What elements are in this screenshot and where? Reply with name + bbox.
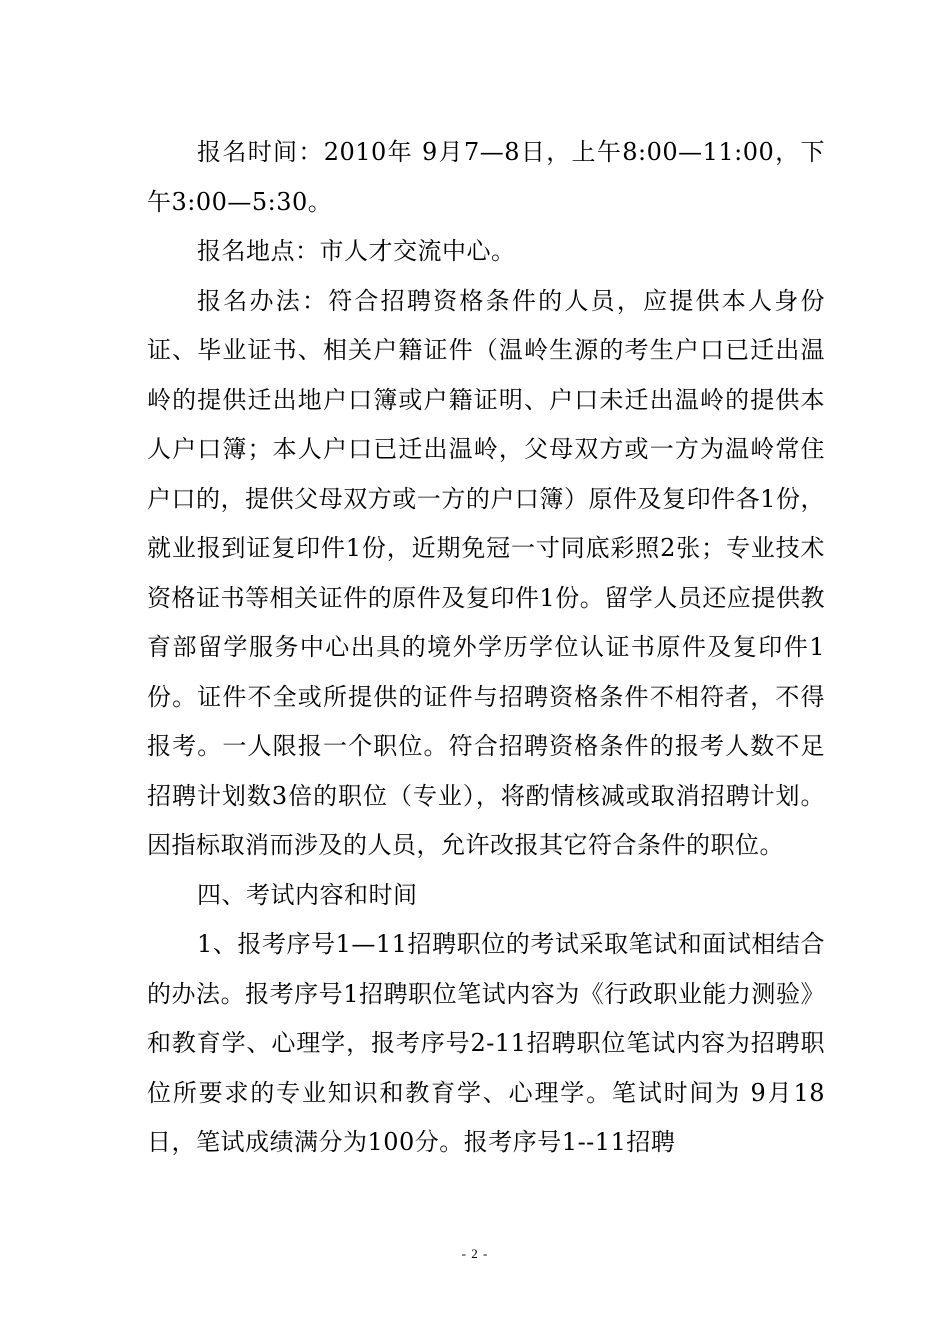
document-body bbox=[147, 128, 825, 1168]
exam-content-paragraph: 1、报考序号1—11招聘职位的考试采取笔试和面试相结合的办法。报考序号1招聘职位笔试内容为《行政职业能力测验》和教育学、心理学，报考序号2-11招聘职位笔试内容为招聘职位所要求的专业知识和教育学、心理学。笔试时间为 9月18日，笔试成绩满分为100分。报考序号1--11招聘 bbox=[147, 930, 825, 1156]
page-number: - 2 - bbox=[461, 1246, 489, 1261]
section-heading: 四、考试内容和时间 bbox=[197, 880, 418, 909]
registration-place-paragraph: 报名地点：市人才交流中心。 bbox=[197, 237, 516, 265]
registration-time-paragraph: 报名时间：2010年 9月7—8日，上午8:00—11:00，下午3:00—5:30。 bbox=[147, 138, 825, 216]
registration-method-paragraph: 报名办法：符合招聘资格条件的人员，应提供本人身份证、毕业证书、相关户籍证件（温岭生源的考生户口已迁出温岭的提供迁出地户口簿或户籍证明、户口未迁出温岭的提供本人户口簿；本人户口已迁出温岭，父母双方或一方为温岭常住户口的，提供父母双方或一方的户口簿）原件及复印件各1份，就业报到证复印件1份，近期免冠一寸同底彩照2张；专业技术资格证书等相关证件的原件及复印件1份。留学人员还应提供教育部留学服务中心出具的境外学历学位认证书原件及复印件1份。证件不全或所提供的证件与招聘资格条件不相符者，不得报考。一人限报一个职位。符合招聘资格条件的报考人数不足招聘计划数3倍的职位（专业），将酌情核减或取消招聘计划。因指标取消而涉及的人员，允许改报其它符合条件的职位。 bbox=[147, 286, 825, 859]
